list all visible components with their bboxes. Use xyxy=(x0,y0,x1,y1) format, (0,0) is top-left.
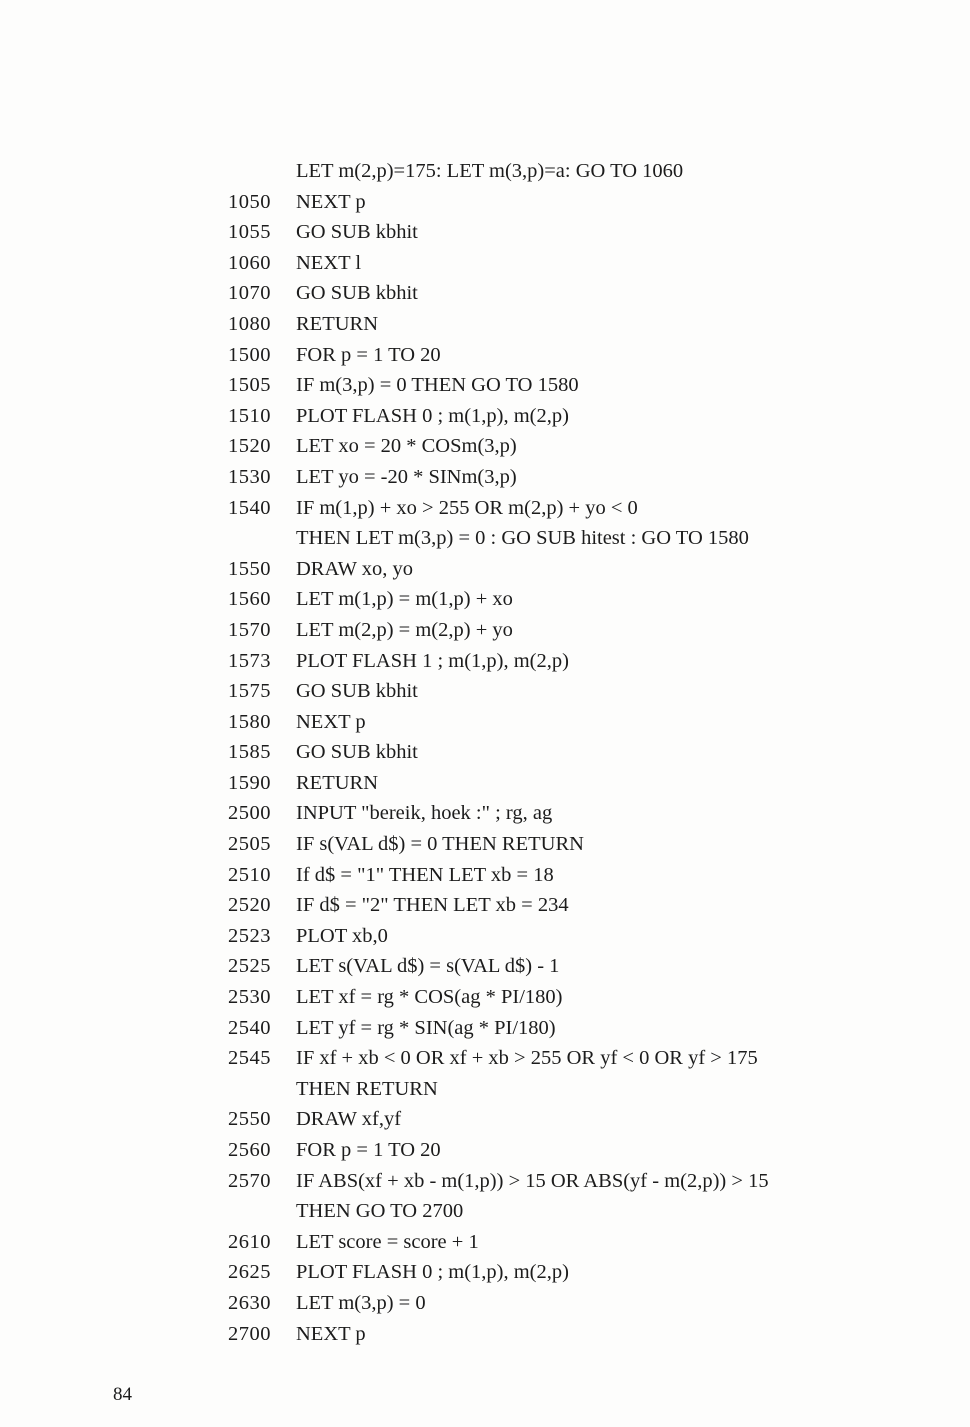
line-code: LET m(1,p) = m(1,p) + xo xyxy=(296,588,513,611)
line-code: LET yf = rg * SIN(ag * PI/180) xyxy=(296,1016,556,1039)
line-code: LET m(3,p) = 0 xyxy=(296,1291,426,1314)
line-code: RETURN xyxy=(296,771,378,794)
line-code: LET score = score + 1 xyxy=(296,1230,479,1253)
line-code: THEN RETURN xyxy=(296,1077,438,1100)
line-code: PLOT FLASH 1 ; m(1,p), m(2,p) xyxy=(296,649,569,672)
line-code: PLOT FLASH 0 ; m(1,p), m(2,p) xyxy=(296,404,569,427)
line-code: RETURN xyxy=(296,312,378,335)
listing-line xyxy=(0,737,970,768)
listing-line xyxy=(0,217,970,248)
line-code: LET m(2,p)=175: LET m(3,p)=a: GO TO 1060 xyxy=(296,160,684,182)
listing-line xyxy=(0,584,970,615)
listing-line xyxy=(0,1043,970,1074)
listing-line xyxy=(0,1074,970,1105)
line-code: GO SUB kbhit xyxy=(296,680,418,703)
line-number: 1575 xyxy=(228,680,271,703)
line-number: 2510 xyxy=(228,863,271,886)
listing-line xyxy=(0,860,970,891)
line-code: IF m(3,p) = 0 THEN GO TO 1580 xyxy=(296,374,579,397)
listing-line xyxy=(0,890,970,921)
line-number: 1050 xyxy=(228,190,271,213)
listing-line xyxy=(0,309,970,340)
listing-line xyxy=(0,340,970,371)
line-number: 2520 xyxy=(228,894,271,917)
line-code: IF d$ = "2" THEN LET xb = 234 xyxy=(296,894,569,917)
line-code: DRAW xo, yo xyxy=(296,557,413,580)
page-number: 84 xyxy=(113,1384,132,1405)
line-code: FOR p = 1 TO 20 xyxy=(296,343,441,366)
listing-line xyxy=(0,493,970,524)
line-number: 1570 xyxy=(228,618,271,641)
listing-line xyxy=(0,156,970,187)
line-code: If d$ = "1" THEN LET xb = 18 xyxy=(296,863,554,886)
line-code: LET s(VAL d$) = s(VAL d$) - 1 xyxy=(296,955,560,978)
line-number: 2545 xyxy=(228,1047,271,1070)
line-code: PLOT xb,0 xyxy=(296,924,388,947)
line-number: 1500 xyxy=(228,343,271,366)
listing-line xyxy=(0,187,970,218)
line-code: GO SUB kbhit xyxy=(296,741,418,764)
line-code: NEXT p xyxy=(296,1322,366,1345)
listing-line xyxy=(0,768,970,799)
listing-line xyxy=(0,798,970,829)
line-code: NEXT p xyxy=(296,190,366,213)
listing-line xyxy=(0,615,970,646)
line-number: 2560 xyxy=(228,1139,271,1161)
line-code: IF m(1,p) + xo > 255 OR m(2,p) + yo < 0 xyxy=(296,496,638,519)
listing-line xyxy=(0,1013,970,1044)
line-code: IF s(VAL d$) = 0 THEN RETURN xyxy=(296,833,584,856)
line-number: 2610 xyxy=(228,1230,271,1253)
line-number: 2523 xyxy=(228,924,271,947)
listing-line xyxy=(0,370,970,401)
listing-line xyxy=(0,951,970,982)
line-number: 1070 xyxy=(228,282,271,305)
line-code: IF ABS(xf + xb - m(1,p)) > 15 OR ABS(yf - m(2,p)) > 15 xyxy=(296,1169,769,1192)
line-number: 2550 xyxy=(228,1108,271,1131)
listing-line xyxy=(0,401,970,432)
listing-line xyxy=(0,1257,970,1288)
line-number: 2625 xyxy=(228,1261,271,1284)
line-code: PLOT FLASH 0 ; m(1,p), m(2,p) xyxy=(296,1261,569,1284)
line-number: 2540 xyxy=(228,1016,271,1039)
line-code: IF xf + xb < 0 OR xf + xb > 255 OR yf < 0 OR yf > 175 xyxy=(296,1047,758,1070)
line-number: 2525 xyxy=(228,955,271,978)
program-listing xyxy=(0,156,970,1349)
listing-line xyxy=(0,1319,970,1350)
line-number: 1590 xyxy=(228,771,271,794)
listing-line xyxy=(0,1166,970,1197)
line-number: 2500 xyxy=(228,802,271,825)
listing-line xyxy=(0,921,970,952)
line-code: GO SUB kbhit xyxy=(296,221,418,244)
line-code: LET xf = rg * COS(ag * PI/180) xyxy=(296,986,563,1009)
line-number: 1540 xyxy=(228,496,271,519)
line-code: LET m(2,p) = m(2,p) + yo xyxy=(296,618,513,641)
line-number: 2530 xyxy=(228,986,271,1009)
line-code: NEXT l xyxy=(296,251,362,274)
listing-line xyxy=(0,1135,970,1166)
line-code: NEXT p xyxy=(296,710,366,733)
line-number: 2700 xyxy=(228,1322,271,1345)
listing-line xyxy=(0,554,970,585)
line-code: GO SUB kbhit xyxy=(296,282,418,305)
listing-line xyxy=(0,1196,970,1227)
line-number: 2630 xyxy=(228,1291,271,1314)
line-number: 1585 xyxy=(228,741,271,764)
listing-line xyxy=(0,829,970,860)
line-code: FOR p = 1 TO 20 xyxy=(296,1139,441,1161)
listing-line xyxy=(0,1288,970,1319)
line-number: 1510 xyxy=(228,404,271,427)
line-code: LET xo = 20 * COSm(3,p) xyxy=(296,435,517,458)
listing-line xyxy=(0,1104,970,1135)
line-number: 1055 xyxy=(228,221,271,244)
line-code: DRAW xf,yf xyxy=(296,1108,402,1131)
listing-line xyxy=(0,431,970,462)
line-number: 1550 xyxy=(228,557,271,580)
listing-line xyxy=(0,462,970,493)
line-number: 1573 xyxy=(228,649,271,672)
line-number: 1080 xyxy=(228,312,271,335)
line-code: THEN LET m(3,p) = 0 : GO SUB hitest : GO TO 1580 xyxy=(296,527,749,550)
line-code: LET yo = -20 * SINm(3,p) xyxy=(296,465,517,488)
line-number: 1560 xyxy=(228,588,271,611)
line-code: THEN GO TO 2700 xyxy=(296,1200,464,1223)
listing-line xyxy=(0,676,970,707)
line-number: 1505 xyxy=(228,374,271,397)
line-number: 1530 xyxy=(228,465,271,488)
line-number: 1520 xyxy=(228,435,271,458)
listing-line xyxy=(0,707,970,738)
line-number: 1060 xyxy=(228,251,271,274)
listing-line xyxy=(0,1227,970,1258)
listing-line xyxy=(0,982,970,1013)
listing-line xyxy=(0,248,970,279)
line-number: 2505 xyxy=(228,833,271,856)
listing-line xyxy=(0,646,970,677)
line-number: 1580 xyxy=(228,710,271,733)
line-code: INPUT "bereik, hoek :" ; rg, ag xyxy=(296,802,553,825)
line-number: 2570 xyxy=(228,1169,271,1192)
listing-line xyxy=(0,278,970,309)
listing-line xyxy=(0,523,970,554)
